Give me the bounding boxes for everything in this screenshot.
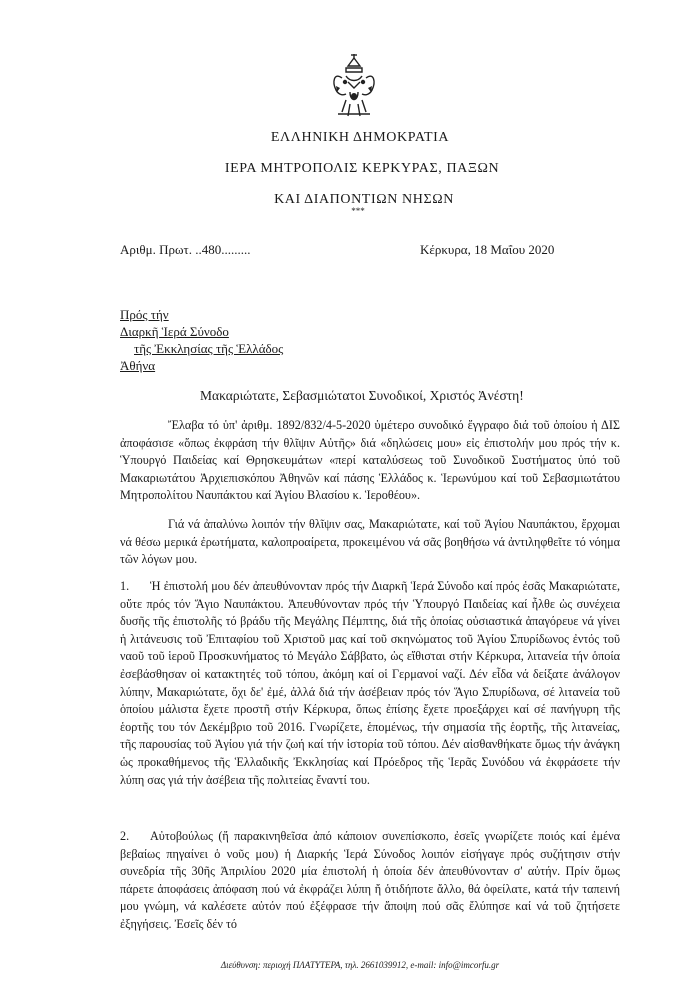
header-separator: ***	[351, 206, 365, 216]
paragraph-text: Αὐτοβούλως (ἤ παρακινηθεῖσα ἀπό κάποιον συνεπίσκοπο, ἐσεῖς γνωρίζετε ποιός καί ἐμένα βεβαίως πηγαίνει ὁ νοῦς μου) ἡ Διαρκής Ἱερά Σύνοδος λοιπόν εἰσήγαγε πρός συζήτησιν στήν συνεδρία τῆς 30ῆς Ἀπριλίου 2020 μία ἐπιστολή ἡ ὁποία δέν ἀπευθύνονταν σ' αὐτήν. Πρίν ὅμως πάρετε ἀποφάσεις ἀπόφαση πού νά ἐκφράζει λύπη ἤ ὁτιδήποτε ἄλλο, θά ὀφείλατε, κατά τήν ταπεινή μου γνώμη, νά καλέσετε αὐτόν πού ἐξέφρασε τήν ἄποψη πού σᾶς ἔλύπησε καί νά τοῦ ζητήσετε ἐξηγήσεις. Ἐσεῖς δέν τό	[120, 829, 620, 931]
paragraph-number: 2.	[120, 829, 130, 843]
paragraph-1: Ἔλαβα τό ὑπ' ἀριθμ. 1892/832/4-5-2020 ὑμέτερο συνοδικό ἔγγραφο διά τοῦ ὁποίου ἡ ΔΙΣ ἀποφάσισε «ὅπως ἐκφράση τήν θλῖψιν Αὐτῆς» διά «δηλώσεις μου» εἰς ἐπιστολήν μου πρός τήν κ. Ὑπουργό Παιδείας καί Θρησκευμάτων «περί καταλύσεως τοῦ Συνοδικοῦ Συστήματος ὑπό τοῦ Μακαριωτάτου Ἀρχιεπισκόπου Ἀθηνῶν καί πάσης Ἑλλάδος κ. Ἱερωνύμου καί τοῦ Σεβασμιωτάτου Μητροπολίτου Ναυπάκτου καί Ἁγίου Βλασίου κ. Ἱεροθέου».	[120, 418, 620, 503]
recipient-line-2: Διαρκῆ Ἱερά Σύνοδο	[120, 324, 229, 339]
letter-date: Κέρκυρα, 18 Μαΐου 2020	[420, 242, 555, 257]
recipient-line-4: Ἀθήνα	[120, 358, 156, 373]
church-seal-emblem	[328, 52, 380, 124]
greeting: Μακαριώτατε, Σεβασμιώτατοι Συνοδικοί, Χριστός Ἀνέστη!	[200, 388, 524, 403]
protocol-number: Αριθμ. Πρωτ. ..480.........	[120, 242, 251, 257]
header-line-3: ΚΑΙ ΔΙΑΠΟΝΤΙΩΝ ΝΗΣΩΝ	[274, 192, 454, 207]
footer-contact: Διεύθυνση: περιοχή ΠΛΑΤΥΤΕΡΑ, τηλ. 2661039912, e-mail: info@imcorfu.gr	[220, 960, 500, 970]
paragraph-numbered-2	[120, 828, 620, 934]
recipient-line-1: Πρός τήν	[120, 307, 169, 322]
paragraph-text: Ἡ ἐπιστολή μου δέν ἀπευθύνονταν πρός τήν Διαρκῆ Ἱερά Σύνοδο καί πρός ἐσᾶς Μακαριώτατε, οὔτε πρός τόν Ἅγιο Ναυπάκτου. Ἀπευθύνονταν πρός τήν Ὑπουργό Παιδείας καί ἦλθε ὡς συνέχεια δυσῆς τῆς ἐπιστολῆς τό βράδυ τῆς Μεγάλης Πέμπτης, διά τῆς ὁποίας οὐσιαστικά ἀπαγόρευε νά γίνει ἡ λιτάνευσις τοῦ Ἐπιταφίου τοῦ Χριστοῦ μας καί τοῦ σκηνώματος τοῦ Ἁγίου Σπυρίδωνος ἐντός τοῦ ναοῦ τοῦ ἱεροῦ Προσκυνήματος τό Μεγάλο Σάββατο, ὡς εἴθισται στήν Κέρκυρα, λιτανεία τήν ὁποία ἐσεβάσθησαν οἱ κατακτητές τοῦ τόπου, ἀκόμη καί οἱ Γερμανοί ναζί. Δέν εἶδα νά δείξατε ἀνάλογον λύπην, Μακαριώτατε, ὄχι δε' ἐμέ, ἀλλά διά τήν ἀσέβειαν πρός τόν Ἅγιο Σπυρίδωνα, σέ λιτανεία τοῦ ὁποίου μάλιστα ἔχετε προστῆ στήν Κέρκυρα, ὅπως ἐπίσης ἔχετε προεξάρχει καί σέ πανήγυρη τῆς ἑορτῆς του τόν Δεκέμβριο τοῦ 2016. Γνωρίζετε, ἑπομένως, τήν σημασία τῆς ἑορτῆς, τῆς λιτανείας, τῆς παρουσίας τοῦ Ἁγίου γιά τήν ζωή καί τήν ἱστορία τοῦ τόπου. Δέν αἰσθανθήκατε ὅμως τήν ἀνάγκη ὡς προκαθήμενος τῆς Ἑλλαδικῆς Ἐκκλησίας καί Πρόεδρος τῆς Ἱερᾶς Συνόδου νά ἐκφράσετε τήν λύπη σας γιά τήν ἀσέβεια τῆς πολιτείας ἔναντί του.	[120, 579, 620, 787]
paragraph-number: 1.	[120, 579, 130, 593]
paragraph-numbered-1	[120, 578, 620, 789]
header-line-1: ΕΛΛΗΝΙΚΗ ΔΗΜΟΚΡΑΤΙΑ	[270, 130, 450, 145]
recipient-line-3: τῆς Ἐκκλησίας τῆς Ἑλλάδος	[134, 341, 284, 356]
paragraph-2: Γιά νά ἀπαλύνω λοιπόν τήν θλῖψιν σας, Μακαριώτατε, καί τοῦ Ἁγίου Ναυπάκτου, ἔρχομαι νά θέσω μερικά ἐρωτήματα, καλοπροαίρετα, προκειμένου νά σᾶς βοηθήσω νά ἀντιληφθεῖτε τό νόημα τῶν λόγων μου.	[120, 517, 620, 567]
header-line-2: ΙΕΡΑ ΜΗΤΡΟΠΟΛΙΣ ΚΕΡΚΥΡΑΣ, ΠΑΞΩΝ	[224, 161, 500, 176]
